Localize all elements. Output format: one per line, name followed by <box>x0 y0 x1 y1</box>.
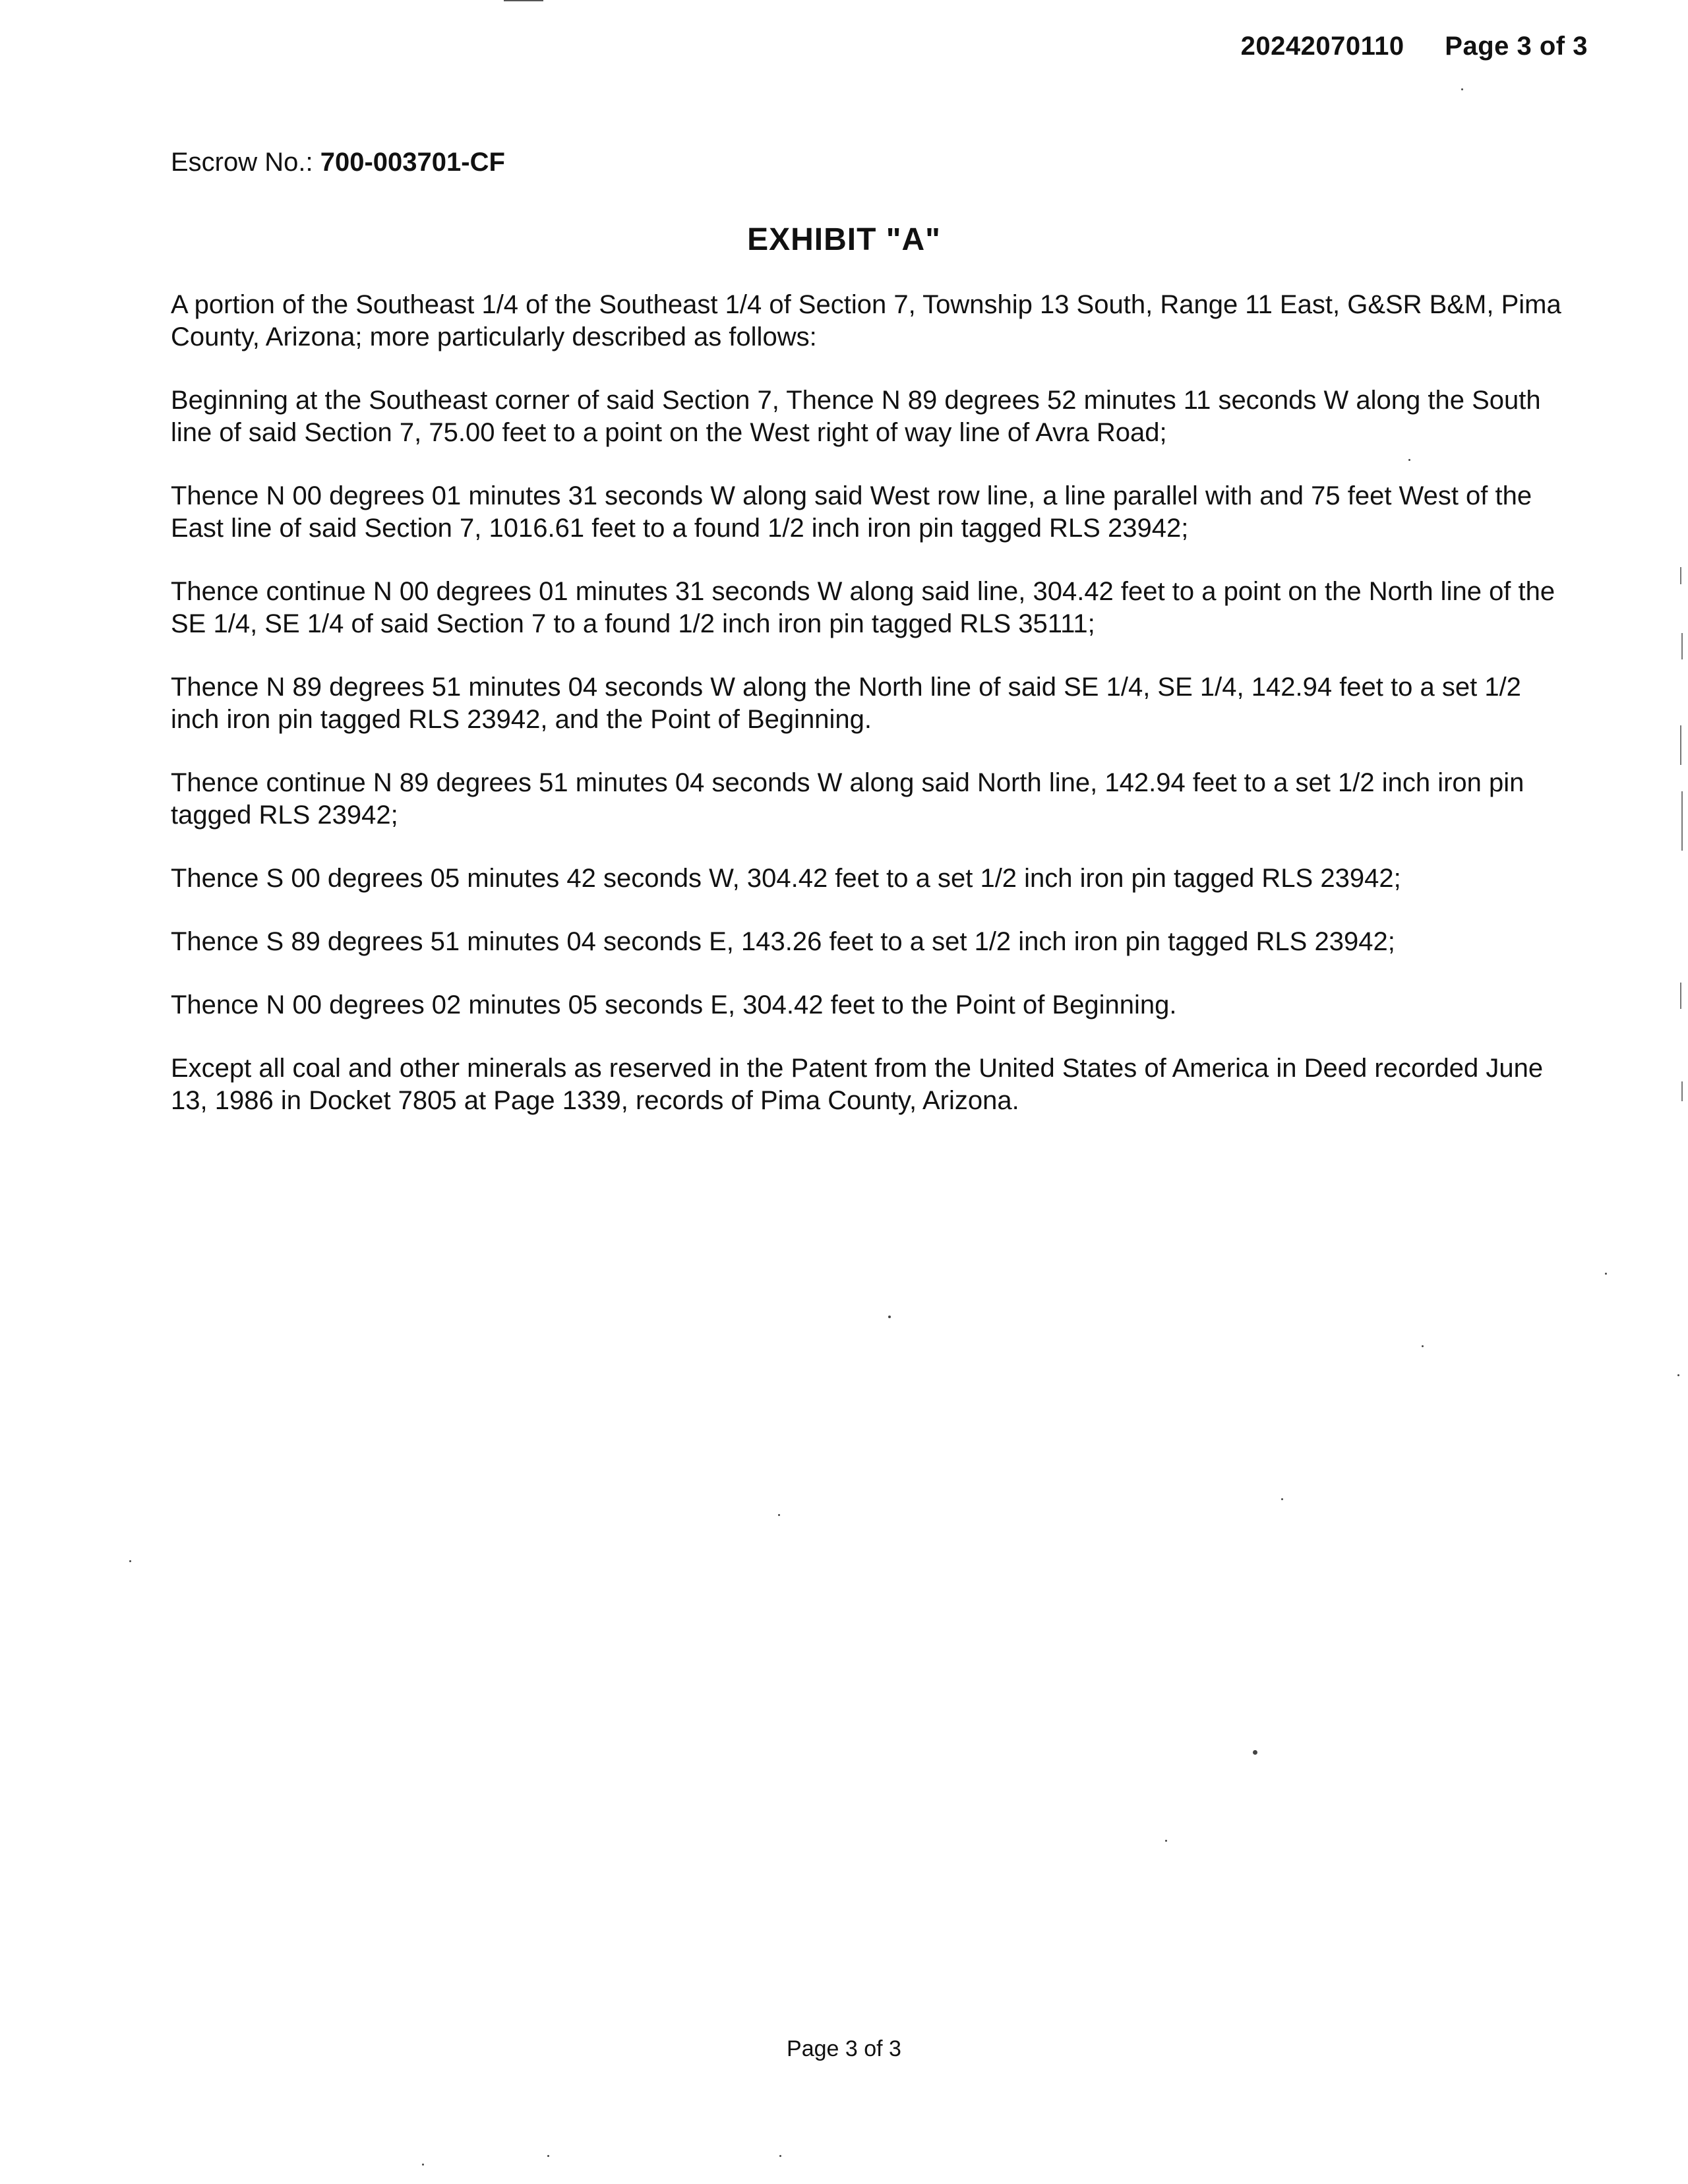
top-scan-rule <box>504 0 543 1</box>
scan-speck <box>779 2155 781 2157</box>
scan-speck <box>129 1560 131 1562</box>
scan-speck <box>1422 1345 1424 1347</box>
legal-paragraph: Thence continue N 89 degrees 51 minutes 04 seconds W along said North line, 142.94 feet to a set 1/2 inch iron pin tagged RLS 23942; <box>171 768 1524 830</box>
scan-speck <box>778 1514 780 1516</box>
escrow-line <box>171 148 505 177</box>
legal-paragraph: Thence N 89 degrees 51 minutes 04 seconds W along the North line of said SE 1/4, SE 1/4, 142.94 feet to a set 1/2 inch iron pin tagged RLS 23942, and the Point of Beginning. <box>171 673 1521 734</box>
legal-paragraph: Thence N 00 degrees 02 minutes 05 seconds E, 304.42 feet to the Point of Beginning. <box>171 990 1177 1019</box>
scan-speck <box>1165 1840 1167 1842</box>
legal-paragraph: Thence continue N 00 degrees 01 minutes 31 seconds W along said line, 304.42 feet to a point on the North line of the SE 1/4, SE 1/4 of said Section 7 to a found 1/2 inch iron pin tagged RLS 35111; <box>171 577 1555 638</box>
legal-paragraph: Except all coal and other minerals as reserved in the Patent from the United States of America in Deed recorded June 13, 1986 in Docket 7805 at Page 1339, records of Pima County, Arizona. <box>171 1054 1544 1115</box>
scan-speck <box>422 2164 424 2166</box>
scan-speck <box>547 2155 549 2157</box>
scan-speck <box>1253 1750 1257 1755</box>
header-page-label: Page 3 of 3 <box>1445 32 1588 61</box>
scan-edge-mark <box>1680 983 1681 1009</box>
scan-edge-mark <box>1681 633 1683 659</box>
exhibit-title: EXHIBIT "A" <box>747 222 941 257</box>
recording-header <box>1241 32 1588 61</box>
scan-edge-mark <box>1680 725 1681 765</box>
recording-number: 20242070110 <box>1240 32 1404 61</box>
scan-speck <box>1677 1374 1679 1376</box>
legal-description <box>171 289 1562 1148</box>
scan-speck <box>1408 459 1410 461</box>
scan-speck <box>1281 1498 1283 1500</box>
scan-speck <box>888 1316 891 1318</box>
footer-page-label: Page 3 of 3 <box>787 2036 901 2061</box>
escrow-label: Escrow No.: <box>171 148 313 177</box>
legal-paragraph: A portion of the Southeast 1/4 of the Southeast 1/4 of Section 7, Township 13 South, Range 11 East, G&SR B&M, Pima County, Arizona; more particularly described as follows: <box>171 290 1561 351</box>
scan-edge-mark <box>1681 791 1683 851</box>
scan-edge-mark <box>1681 1081 1683 1101</box>
legal-paragraph: Thence S 00 degrees 05 minutes 42 seconds W, 304.42 feet to a set 1/2 inch iron pin tagged RLS 23942; <box>171 864 1401 893</box>
legal-paragraph: Thence S 89 degrees 51 minutes 04 seconds E, 143.26 feet to a set 1/2 inch iron pin tagged RLS 23942; <box>171 927 1395 956</box>
scan-speck <box>1461 88 1463 90</box>
scan-edge-mark <box>1680 567 1681 584</box>
legal-paragraph: Beginning at the Southeast corner of said Section 7, Thence N 89 degrees 52 minutes 11 seconds W along the South line of said Section 7, 75.00 feet to a point on the West right of way line of Avra Road; <box>171 386 1541 447</box>
escrow-number: 700-003701-CF <box>320 148 505 177</box>
scan-speck <box>1605 1273 1607 1275</box>
legal-paragraph: Thence N 00 degrees 01 minutes 31 seconds W along said West row line, a line parallel with and 75 feet West of the East line of said Section 7, 1016.61 feet to a found 1/2 inch iron pin tagged RLS 23942; <box>171 481 1532 543</box>
